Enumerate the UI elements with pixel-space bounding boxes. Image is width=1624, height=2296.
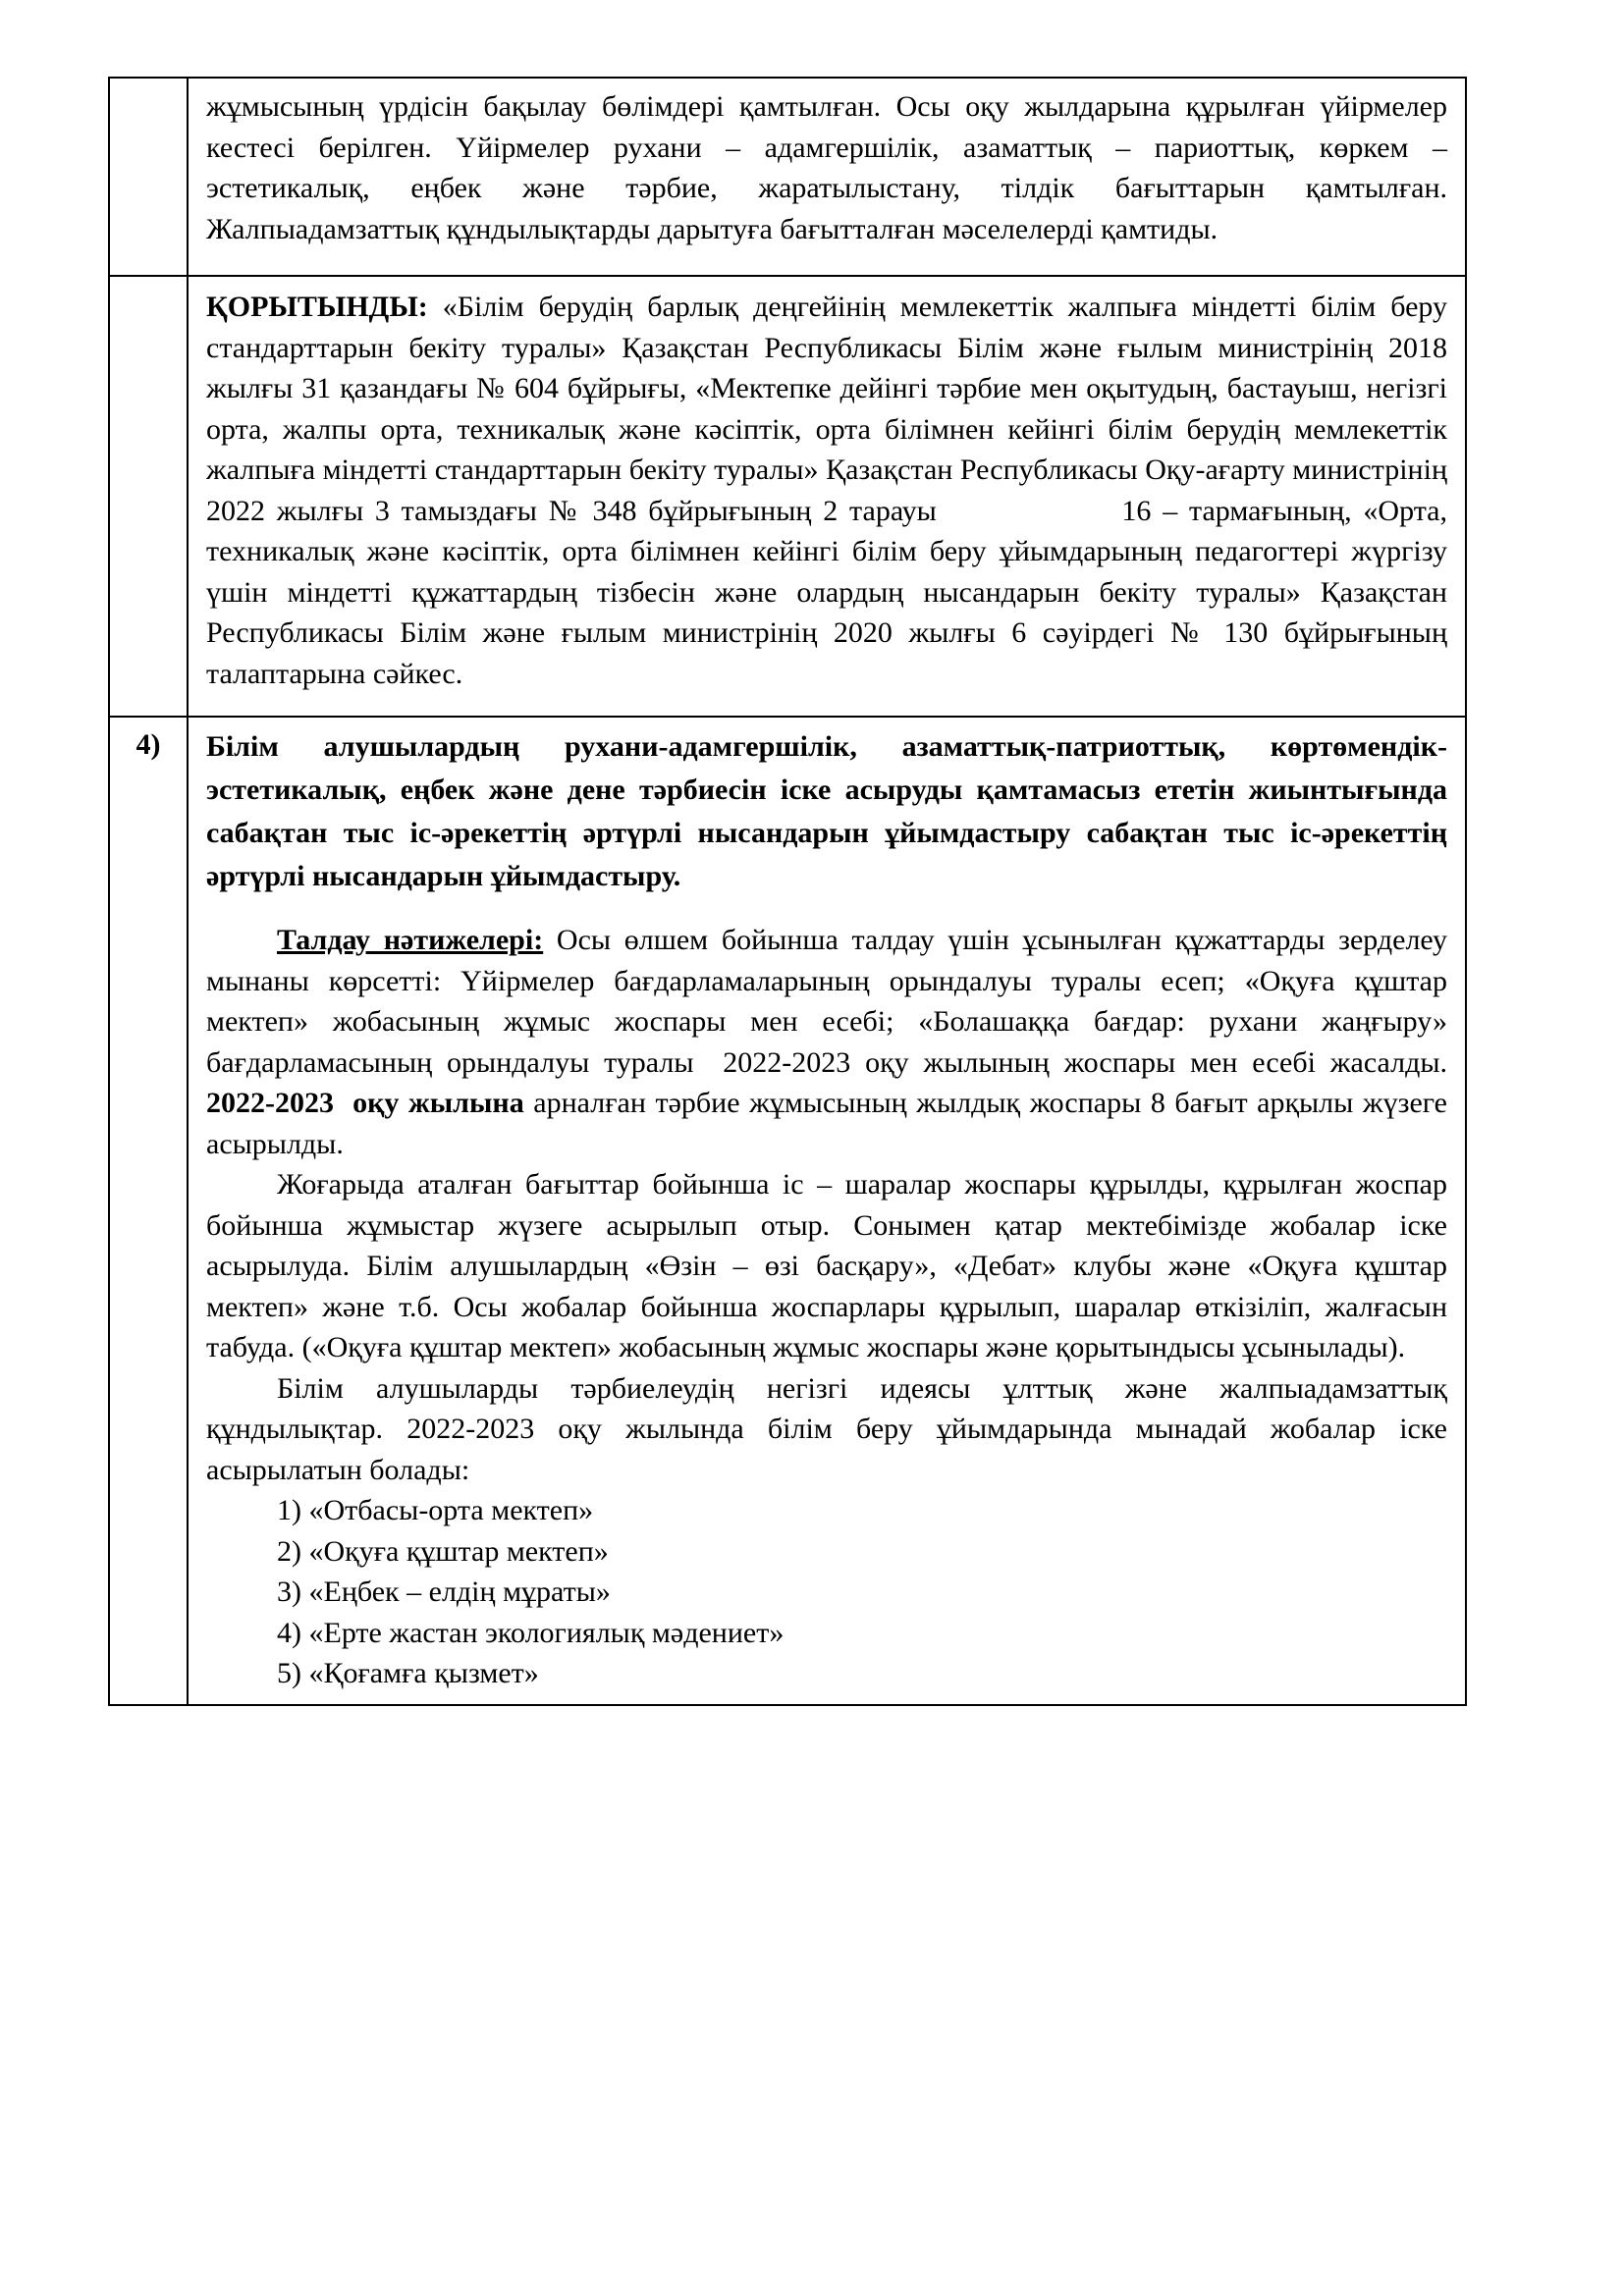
row-text-cell (188, 717, 1466, 1705)
conclusion-text: «Білім берудің барлық деңгейінің мемлекеттік жалпыға міндетті білім беру стандарттарын бекіту туралы» Қазақстан Республикасы Білім және ғылым министрінің 2018 жылғы 31 қазандағы № 604 бұйрығы, «Мектепке дейінгі тәрбие мен оқытудың, бастауыш, негізгі орта, жалпы орта, техникалық және кәсіптік, орта білімнен кейінгі білім берудің мемлекеттік жалпыға міндетті стандарттарын бекіту туралы» Қазақстан Республикасы Оқу-ағарту министрінің 2022 жылғы 3 тамыздағы № 348 бұйрығының 2 тарауы 16 – тармағының, «Орта, техникалық және кәсіптік, орта білімнен кейінгі білім беру ұйымдарының педагогтері жүргізу үшін міндетті құжаттардың тізбесін және олардың нысандарын бекіту туралы» Қазақстан Республикасы Білім және ғылым министрінің 2020 жылғы 6 сәуірдегі № 130 бұйрығының талаптарына сәйкес. (206, 291, 1455, 690)
plan-paragraph: Жоғарыда аталған бағыттар бойынша іс – шаралар жоспары құрылды, құрылған жоспар бойынша жұмыстар жүзеге асырылып отыр. Сонымен қатар мектебімізде жобалар іске асырылуда. Білім алушылардың «Өзін – өзі басқару», «Дебат» клубы және «Оқуға құштар мектеп» және т.б. Осы жобалар бойынша жоспарлары құрылып, шаралар өткізіліп, жалғасын табуда. («Оқуға құштар мектеп» жобасының жұмыс жоспары және қорытындысы ұсынылады). (206, 1168, 1447, 1363)
table-row-4 (109, 717, 1466, 1705)
values-paragraph: Білім алушыларды тәрбиелеудің негізгі идеясы ұлттық және жалпыадамзаттық құндылықтар. 2022-2023 оқу жылында білім беру ұйымдарында мынадай жобалар іске асырылатын болады: (206, 1371, 1447, 1486)
continuation-paragraph: жұмысының үрдісін бақылау бөлімдері қамтылған. Осы оқу жылдарына құрылған үйірмелер кестесі берілген. Үйірмелер рухани – адамгершілік, азаматтық – париоттық, көркем – эстетикалық, еңбек және тәрбие, жаратылыстану, тілдік бағыттарын қамтылған. Жалпыадамзаттық құндылықтарды дарытуға бағытталған мәселелерді қамтиды. (206, 90, 1447, 245)
conclusion-paragraph (206, 287, 1455, 694)
conclusion-label: ҚОРЫТЫНДЫ: (206, 291, 428, 323)
list-item: 1) «Отбасы-орта мектеп» (277, 1494, 594, 1526)
analysis-paragraph (206, 920, 1455, 1164)
row-text-cell (188, 78, 1466, 276)
table-row-continuation (109, 78, 1466, 276)
year-text: арналған тәрбие жұмысының жылдық жоспары 8 бағыт арқылы жүзеге асырылды. (206, 1087, 1447, 1160)
row-number-cell (109, 276, 188, 717)
projects-list (206, 1490, 1447, 1694)
analysis-label: Талдау нәтижелері: (277, 924, 544, 956)
list-item: 2) «Оқуға құштар мектеп» (277, 1534, 609, 1568)
analysis-text: Осы өлшем бойынша талдау үшін ұсынылған құжаттарды зерделеу мынаны көрсетті: Үйірмелер бағдарламаларының орындалуы туралы есеп; «Оқуға құштар мектеп» жобасының жұмыс жоспары мен есебі; «Болашаққа бағдар: рухани жаңғыру» бағдарламасының орындалуы туралы 2022-2023 оқу жылының жоспары мен есебі жасалды. (206, 924, 1455, 1079)
year-bold: 2022-2023 оқу жылына (206, 1087, 524, 1119)
row-number-cell (109, 78, 188, 276)
list-item: 5) «Қоғамға қызмет» (277, 1657, 539, 1689)
list-item: 3) «Еңбек – елдің мұраты» (277, 1575, 611, 1608)
list-item: 4) «Ерте жастан экологиялық мәдениет» (277, 1616, 785, 1649)
document-table (108, 77, 1467, 1706)
table-row-conclusion (109, 276, 1466, 717)
section-heading: Білім алушылардың рухани-адамгершілік, азаматтық-патриоттық, көртөмендік-эстетикалық, еңбек және дене тәрбиесін іске асыруды қамтамасыз ететін жиынтығында сабақтан тыс іс-әрекеттің әртүрлі нысандарын ұйымдастыру сабақтан тыс іс-әрекеттің әртүрлі нысандарын ұйымдастыру. (206, 730, 1447, 892)
row-number-cell: 4) (109, 717, 188, 1705)
row-text-cell (188, 276, 1466, 717)
